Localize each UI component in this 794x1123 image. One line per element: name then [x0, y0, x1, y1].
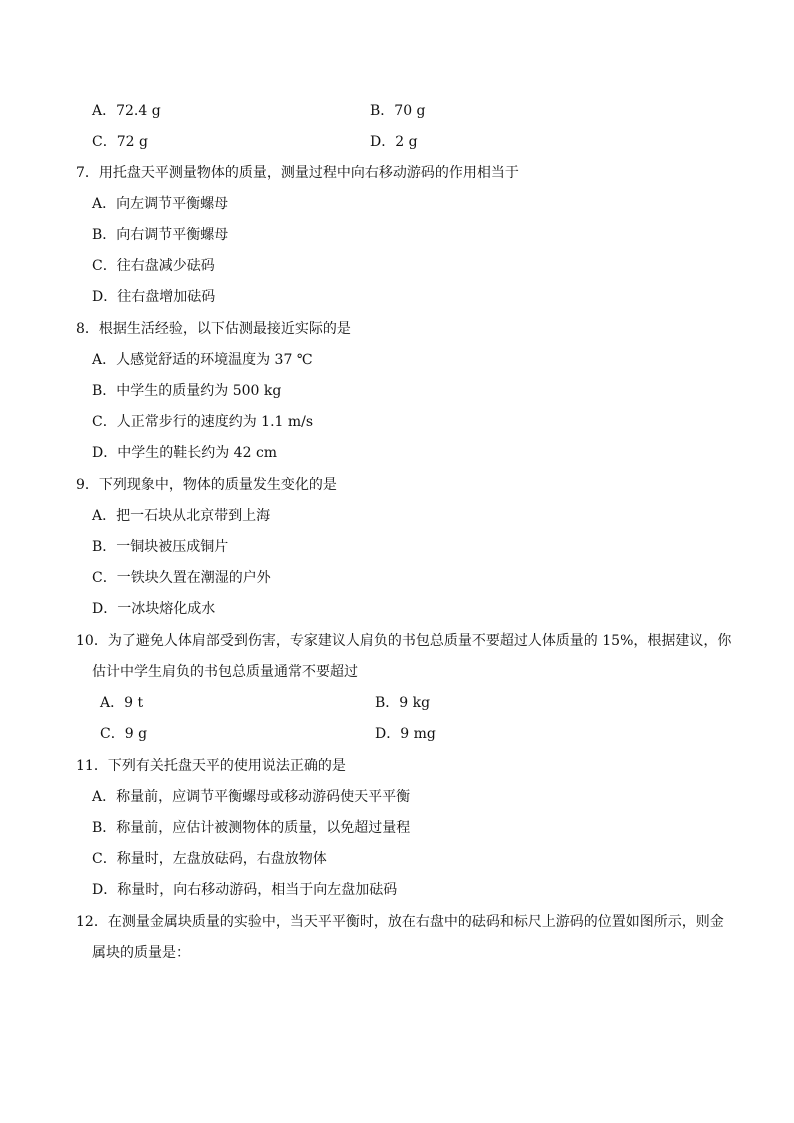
q6-option-a: A．72.4 g [92, 103, 161, 119]
q7-option-a: A．向左调节平衡螺母 [92, 196, 229, 212]
q12-stem-line1: 12．在测量金属块质量的实验中，当天平平衡时，放在右盘中的砝码和标尺上游码的位置如图所示，则金 [76, 914, 724, 930]
q11-option-d: D．称量时，向右移动游码，相当于向左盘加砝码 [92, 882, 398, 898]
q8-stem: 8．根据生活经验，以下估测最接近实际的是 [76, 321, 351, 337]
q11-option-c: C．称量时，左盘放砝码，右盘放物体 [92, 851, 327, 867]
q6-option-b: B．70 g [370, 103, 426, 119]
q8-option-c: C．人正常步行的速度约为 1.1 m/s [92, 414, 314, 430]
q10-option-b: B．9 kg [375, 695, 431, 711]
q9-option-b: B．一铜块被压成铜片 [92, 539, 229, 555]
q9-stem: 9．下列现象中，物体的质量发生变化的是 [76, 477, 337, 493]
q10-stem-line1: 10．为了避免人体肩部受到伤害，专家建议人肩负的书包总质量不要超过人体质量的 15%，根据建议，你 [76, 633, 732, 649]
q8-option-d: D．中学生的鞋长约为 42 cm [92, 445, 278, 461]
q11-option-b: B．称量前，应估计被测物体的质量，以免超过量程 [92, 820, 411, 836]
q10-option-a: A．9 t [100, 695, 144, 711]
q9-option-d: D．一冰块熔化成水 [92, 601, 216, 617]
q10-stem-line2: 估计中学生肩负的书包总质量通常不要超过 [92, 664, 358, 680]
q9-option-a: A．把一石块从北京带到上海 [92, 508, 271, 524]
q7-option-c: C．往右盘减少砝码 [92, 258, 215, 274]
q11-stem: 11．下列有关托盘天平的使用说法正确的是 [76, 758, 346, 774]
q8-option-a: A．人感觉舒适的环境温度为 37 ℃ [92, 352, 313, 368]
q6-option-c: C．72 g [92, 134, 148, 150]
q7-stem: 7．用托盘天平测量物体的质量，测量过程中向右移动游码的作用相当于 [76, 165, 519, 181]
q12-stem-line2: 属块的质量是： [92, 945, 190, 961]
q10-option-d: D．9 mg [375, 726, 436, 742]
q6-option-d: D．2 g [370, 134, 418, 150]
q7-option-d: D．往右盘增加砝码 [92, 289, 216, 305]
q7-option-b: B．向右调节平衡螺母 [92, 227, 229, 243]
q8-option-b: B．中学生的质量约为 500 kg [92, 383, 282, 399]
q10-option-c: C．9 g [100, 726, 148, 742]
q9-option-c: C．一铁块久置在潮湿的户外 [92, 570, 271, 586]
q11-option-a: A．称量前，应调节平衡螺母或移动游码使天平平衡 [92, 789, 411, 805]
